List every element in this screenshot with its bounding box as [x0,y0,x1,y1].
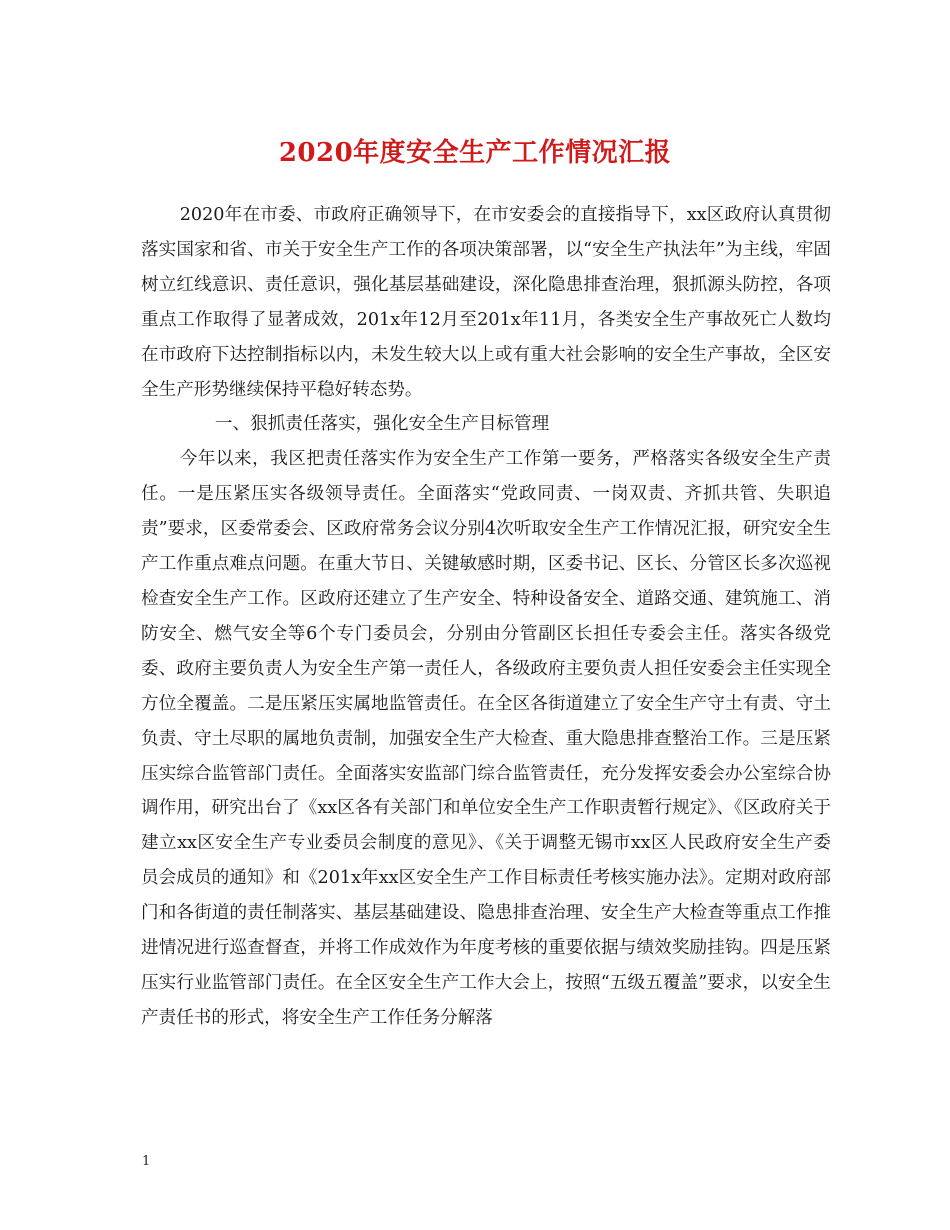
page-number: 1 [142,1154,151,1169]
section-heading: 一、狠抓责任落实，强化安全生产目标管理 [214,414,550,435]
document-title: 2020年度安全生产工作情况汇报 [278,138,672,168]
intro-paragraph: 2020年在市委、市政府正确领导下，在市安委会的直接指导下，xx区政府认真贯彻落实国家和省、市关于安全生产工作的各项决策部署，以“安全生产执法年”为主线，牢固树立红线意识、责任意识，强化基层基础建设，深化隐患排查治理，狠抓源头防控，各项重点工作取得了显著成效，201x年12月至201x年11月，各类安全生产事故死亡人数均在市政府下达控制指标以内，未发生较大以上或有重大社会影响的安全生产事故，全区安全生产形势继续保持平稳好转态势。 [141,205,831,400]
body-paragraph: 今年以来，我区把责任落实作为安全生产工作第一要务，严格落实各级安全生产责任。一是压紧压实各级领导责任。全面落实“党政同责、一岗双责、齐抓共管、失职追责”要求，区委常委会、区政府常务会议分别4次听取安全生产工作情况汇报，研究安全生产工作重点难点问题。在重大节日、关键敏感时期，区委书记、区长、分管区长多次巡视检查安全生产工作。区政府还建立了生产安全、特种设备安全、道路交通、建筑施工、消防安全、燃气安全等6个专门委员会，分别由分管副区长担任专委会主任。落实各级党委、政府主要负责人为安全生产第一责任人，各级政府主要负责人担任安委会主任实现全方位全覆盖。二是压紧压实属地监管责任。在全区各街道建立了安全生产守土有责、守土负责、守土尽职的属地负责制，加强安全生产大检查、重大隐患排查整治工作。三是压紧压实综合监管部门责任。全面落实安监部门综合监管责任，充分发挥安委会办公室综合协调作用，研究出台了《xx区各有关部门和单位安全生产工作职责暂行规定》、《区政府关于建立xx区安全生产专业委员会制度的意见》、《关于调整无锡市xx区人民政府安全生产委员会成员的通知》和《201x年xx区安全生产工作目标责任考核实施办法》。定期对政府部门和各街道的责任制落实、基层基础建设、隐患排查治理、安全生产大检查等重点工作推进情况进行巡查督查，并将工作成效作为年度考核的重要依据与绩效奖励挂钩。四是压紧压实行业监管部门责任。在全区安全生产工作大会上，按照“五级五覆盖”要求，以安全生产责任书的形式，将安全生产工作任务分解落 [141,449,831,1028]
document-body [141,198,831,1036]
